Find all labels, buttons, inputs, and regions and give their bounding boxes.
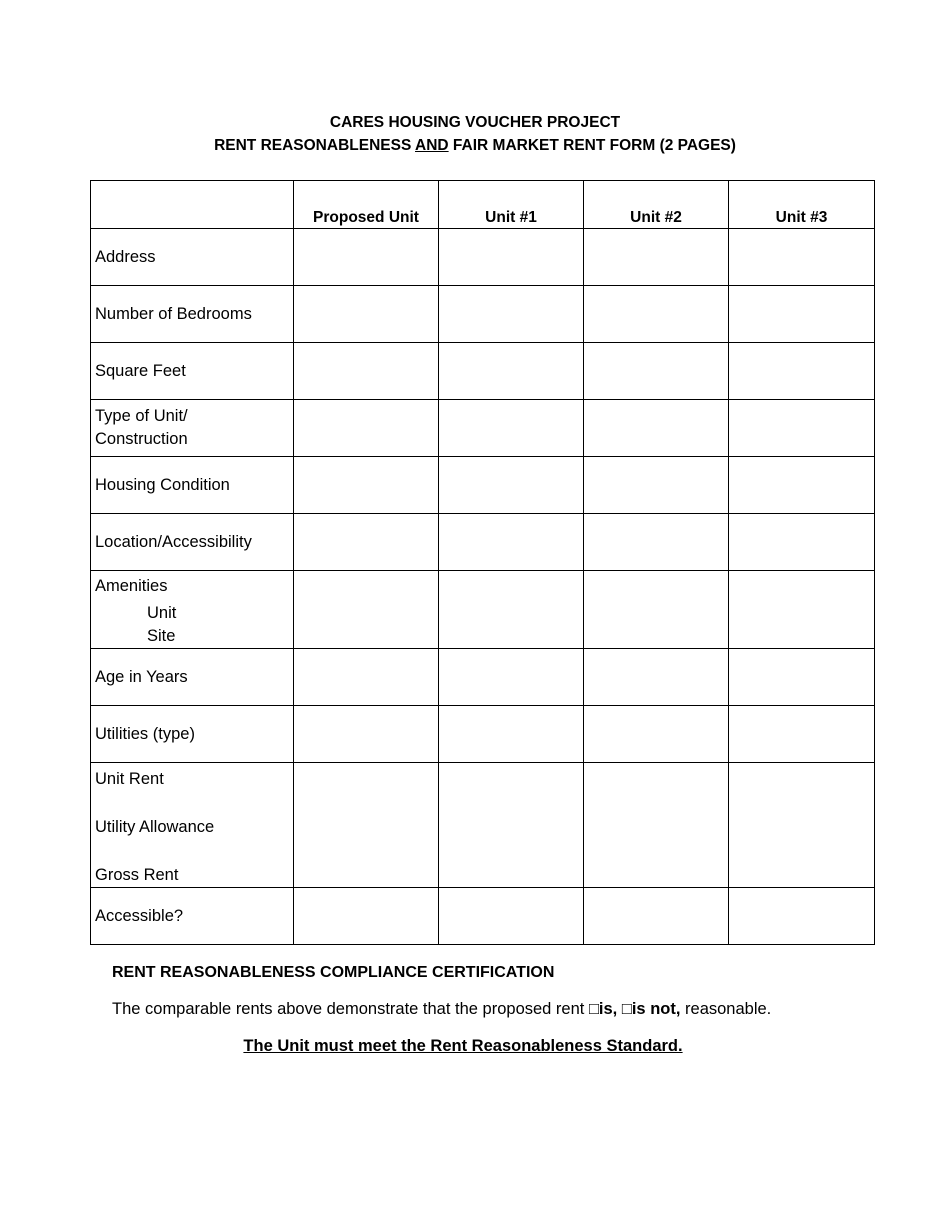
cell-amenities-unit-1[interactable]: [439, 571, 584, 649]
certification-heading: RENT REASONABLENESS COMPLIANCE CERTIFICATION: [112, 964, 555, 981]
cell-rent-unit-1[interactable]: [439, 763, 584, 888]
row-label-amenities: [91, 571, 294, 649]
cell-sqft-proposed[interactable]: [294, 343, 439, 400]
subtitle-underlined-and: AND: [415, 137, 449, 154]
row-label-condition: Housing Condition: [91, 457, 294, 514]
cell-type-unit-1[interactable]: [439, 400, 584, 457]
cell-condition-unit-3[interactable]: [729, 457, 875, 514]
cell-accessible-unit-2[interactable]: [584, 888, 729, 945]
cell-sqft-unit-3[interactable]: [729, 343, 875, 400]
cell-location-unit-3[interactable]: [729, 514, 875, 571]
table-row-rent: [91, 763, 875, 888]
cell-condition-proposed[interactable]: [294, 457, 439, 514]
row-label-utilities: Utilities (type): [91, 706, 294, 763]
column-header-unit-3: Unit #3: [729, 181, 875, 229]
row-label-type-line-1: Type of Unit/: [95, 407, 188, 425]
table-row-type: [91, 400, 875, 457]
table-row-location: [91, 514, 875, 571]
cell-utilities-proposed[interactable]: [294, 706, 439, 763]
cell-rent-unit-3[interactable]: [729, 763, 875, 888]
cell-age-proposed[interactable]: [294, 649, 439, 706]
subtitle-part-2: FAIR MARKET RENT FORM (2 PAGES): [448, 137, 736, 154]
cell-address-unit-3[interactable]: [729, 229, 875, 286]
row-label-type-line-2: Construction: [95, 430, 188, 448]
cell-age-unit-3[interactable]: [729, 649, 875, 706]
header-blank-cell: [91, 181, 294, 229]
row-label-amenities-unit: Unit: [147, 604, 177, 622]
cell-rent-unit-2[interactable]: [584, 763, 729, 888]
certification-text-after: reasonable.: [680, 1000, 772, 1018]
cell-address-proposed[interactable]: [294, 229, 439, 286]
cell-accessible-unit-1[interactable]: [439, 888, 584, 945]
form-title: CARES HOUSING VOUCHER PROJECT: [329, 114, 621, 131]
table-row-bedrooms: [91, 286, 875, 343]
column-header-proposed-unit: Proposed Unit: [294, 181, 439, 229]
row-label-amenities-title: Amenities: [95, 577, 168, 595]
cell-address-unit-1[interactable]: [439, 229, 584, 286]
row-label-square-feet: Square Feet: [91, 343, 294, 400]
cell-type-proposed[interactable]: [294, 400, 439, 457]
cell-sqft-unit-2[interactable]: [584, 343, 729, 400]
option-is-not-label: is not,: [631, 1000, 681, 1018]
row-label-amenities-site: Site: [147, 627, 176, 645]
checkbox-is-not[interactable]: □: [621, 1000, 632, 1018]
cell-age-unit-2[interactable]: [584, 649, 729, 706]
standard-requirement: The Unit must meet the Rent Reasonableness Standard.: [243, 1037, 683, 1055]
row-label-age: Age in Years: [91, 649, 294, 706]
row-label-location: Location/Accessibility: [91, 514, 294, 571]
cell-bedrooms-unit-1[interactable]: [439, 286, 584, 343]
cell-bedrooms-unit-3[interactable]: [729, 286, 875, 343]
cell-location-unit-2[interactable]: [584, 514, 729, 571]
cell-type-unit-2[interactable]: [584, 400, 729, 457]
cell-accessible-unit-3[interactable]: [729, 888, 875, 945]
table-row-accessible: [91, 888, 875, 945]
cell-type-unit-3[interactable]: [729, 400, 875, 457]
table-row-square-feet: [91, 343, 875, 400]
cell-amenities-unit-3[interactable]: [729, 571, 875, 649]
table-row-utilities: [91, 706, 875, 763]
row-label-type: [91, 400, 294, 457]
cell-bedrooms-unit-2[interactable]: [584, 286, 729, 343]
cell-amenities-unit-2[interactable]: [584, 571, 729, 649]
cell-location-unit-1[interactable]: [439, 514, 584, 571]
row-label-bedrooms: Number of Bedrooms: [91, 286, 294, 343]
cell-address-unit-2[interactable]: [584, 229, 729, 286]
table-row-condition: [91, 457, 875, 514]
row-label-gross-rent: Gross Rent: [95, 866, 179, 884]
cell-utilities-unit-1[interactable]: [439, 706, 584, 763]
row-label-unit-rent: Unit Rent: [95, 770, 164, 788]
column-header-unit-2: Unit #2: [584, 181, 729, 229]
option-is-label: is,: [598, 1000, 618, 1018]
cell-condition-unit-1[interactable]: [439, 457, 584, 514]
subtitle-part-1: RENT REASONABLENESS: [214, 137, 416, 154]
certification-text-before: The comparable rents above demonstrate that the proposed rent: [112, 1000, 589, 1018]
cell-condition-unit-2[interactable]: [584, 457, 729, 514]
cell-age-unit-1[interactable]: [439, 649, 584, 706]
cell-sqft-unit-1[interactable]: [439, 343, 584, 400]
cell-utilities-unit-2[interactable]: [584, 706, 729, 763]
rent-comparison-table: [90, 180, 875, 945]
row-label-address: Address: [91, 229, 294, 286]
row-label-accessible: Accessible?: [91, 888, 294, 945]
cell-location-proposed[interactable]: [294, 514, 439, 571]
cell-amenities-proposed[interactable]: [294, 571, 439, 649]
table-row-address: [91, 229, 875, 286]
row-label-rent: [91, 763, 294, 888]
cell-bedrooms-proposed[interactable]: [294, 286, 439, 343]
cell-utilities-unit-3[interactable]: [729, 706, 875, 763]
table-row-amenities: [91, 571, 875, 649]
form-subtitle: [0, 135, 950, 157]
cell-rent-proposed[interactable]: [294, 763, 439, 888]
certification-statement: [112, 1000, 771, 1019]
cell-accessible-proposed[interactable]: [294, 888, 439, 945]
row-label-utility-allowance: Utility Allowance: [95, 818, 215, 836]
table-row-age: [91, 649, 875, 706]
table-header-row: [91, 181, 875, 229]
column-header-unit-1: Unit #1: [439, 181, 584, 229]
checkbox-is[interactable]: □: [588, 1000, 599, 1018]
